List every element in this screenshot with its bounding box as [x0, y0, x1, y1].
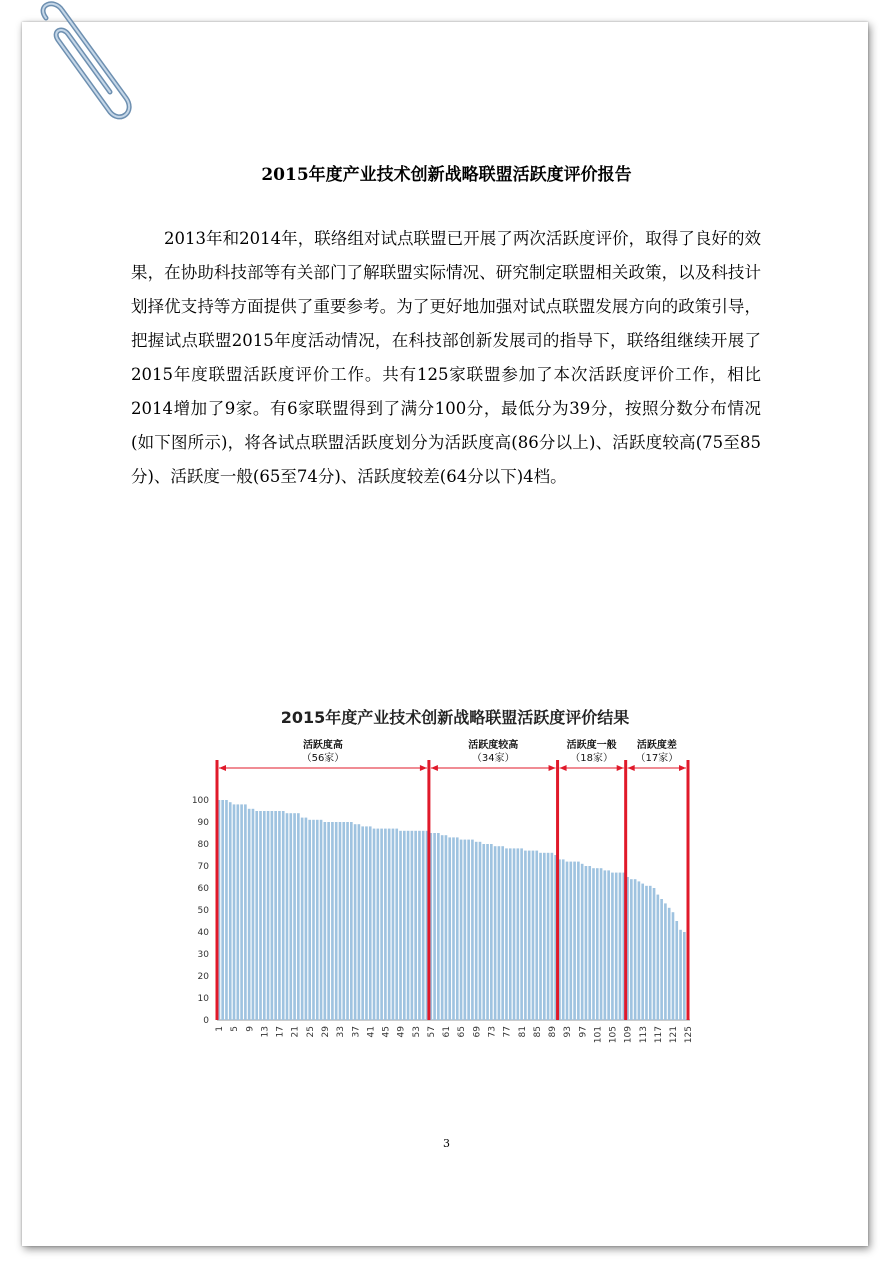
bar	[464, 840, 467, 1020]
bar	[547, 853, 550, 1020]
bar	[456, 837, 459, 1020]
bar	[577, 862, 580, 1020]
bar	[274, 811, 277, 1020]
bar	[607, 870, 610, 1020]
bar	[619, 873, 622, 1020]
bar	[259, 811, 262, 1020]
bar	[513, 848, 516, 1020]
x-tick-label: 29	[320, 1026, 331, 1038]
document-page	[22, 22, 868, 1246]
bar	[551, 853, 554, 1020]
bar	[437, 833, 440, 1020]
x-tick-label: 69	[472, 1026, 483, 1038]
bar	[611, 873, 614, 1020]
bar	[365, 826, 368, 1020]
bar	[475, 842, 478, 1020]
bar	[649, 886, 652, 1020]
y-tick-label: 80	[197, 840, 209, 850]
group-arrow-head-right	[549, 765, 556, 771]
group-arrow-head-left	[219, 765, 226, 771]
group-count: （56家）	[301, 753, 345, 764]
bar	[240, 804, 243, 1020]
bar	[244, 804, 247, 1020]
bar	[668, 908, 671, 1020]
group-arrow-head-left	[560, 765, 567, 771]
paperclip-icon	[28, 0, 138, 125]
body-paragraph-block	[131, 222, 761, 494]
bar	[312, 820, 315, 1020]
bar	[297, 813, 300, 1020]
group-arrow-head-right	[617, 765, 624, 771]
bar	[569, 862, 572, 1020]
bar	[380, 829, 383, 1020]
x-tick-label: 17	[275, 1026, 286, 1038]
bar	[282, 811, 285, 1020]
bar	[229, 802, 232, 1020]
x-tick-label: 9	[245, 1026, 256, 1032]
bar	[566, 862, 569, 1020]
bar	[339, 822, 342, 1020]
bar	[683, 932, 686, 1020]
bar	[361, 826, 364, 1020]
bar	[418, 831, 421, 1020]
bar	[679, 930, 682, 1020]
bar	[225, 800, 228, 1020]
bar	[585, 866, 588, 1020]
x-tick-label: 97	[578, 1026, 589, 1038]
document-title: 2015年度产业技术创新战略联盟活跃度评价报告	[261, 165, 632, 185]
x-tick-label: 73	[487, 1026, 498, 1038]
x-tick-label: 77	[502, 1026, 513, 1038]
x-tick-label: 65	[457, 1026, 468, 1038]
bar	[399, 831, 402, 1020]
bar	[638, 881, 641, 1020]
x-tick-label: 121	[669, 1026, 680, 1044]
bar	[369, 826, 372, 1020]
bar	[592, 868, 595, 1020]
bar	[422, 831, 425, 1020]
x-tick-label: 85	[532, 1026, 543, 1038]
bar	[600, 868, 603, 1020]
bar	[248, 809, 251, 1020]
bar	[520, 848, 523, 1020]
bar	[346, 822, 349, 1020]
x-tick-label: 57	[426, 1026, 437, 1038]
x-tick-label: 109	[623, 1026, 634, 1044]
group-label: 活跃度一般	[566, 740, 617, 751]
y-tick-label: 60	[197, 884, 209, 894]
bar	[660, 899, 663, 1020]
group-arrow-head-right	[420, 765, 427, 771]
x-tick-label: 81	[517, 1026, 528, 1038]
bar	[376, 829, 379, 1020]
x-tick-label: 53	[411, 1026, 422, 1038]
bar	[460, 840, 463, 1020]
bar	[543, 853, 546, 1020]
bar	[388, 829, 391, 1020]
bar	[236, 804, 239, 1020]
group-arrow-head-left	[628, 765, 635, 771]
bar	[486, 844, 489, 1020]
x-tick-label: 33	[336, 1026, 347, 1038]
bar	[645, 886, 648, 1020]
bar	[350, 822, 353, 1020]
bar	[407, 831, 410, 1020]
bar	[532, 851, 535, 1020]
x-tick-label: 49	[396, 1026, 407, 1038]
bar	[403, 831, 406, 1020]
bar	[634, 879, 637, 1020]
bar	[305, 818, 308, 1020]
group-label: 活跃度差	[636, 740, 677, 751]
x-tick-label: 125	[684, 1026, 695, 1044]
bar	[433, 833, 436, 1020]
y-tick-label: 30	[197, 950, 209, 960]
bar	[395, 829, 398, 1020]
bar	[641, 884, 644, 1020]
bar	[316, 820, 319, 1020]
bar	[373, 829, 376, 1020]
bar	[479, 842, 482, 1020]
x-tick-label: 21	[290, 1026, 301, 1038]
activity-score-chart	[175, 730, 715, 1060]
bar	[581, 864, 584, 1020]
x-tick-label: 117	[653, 1026, 664, 1044]
group-arrow-head-left	[431, 765, 438, 771]
x-tick-label: 41	[366, 1026, 377, 1038]
x-tick-label: 13	[260, 1026, 271, 1038]
bar	[604, 870, 607, 1020]
bar	[308, 820, 311, 1020]
bar	[354, 824, 357, 1020]
group-label: 活跃度较高	[468, 740, 519, 751]
page-number: 3	[443, 1137, 450, 1150]
bar	[335, 822, 338, 1020]
bar	[452, 837, 455, 1020]
bar	[267, 811, 270, 1020]
bar	[358, 824, 361, 1020]
bar	[342, 822, 345, 1020]
x-tick-label: 1	[215, 1026, 226, 1032]
bar	[562, 859, 565, 1020]
bar	[263, 811, 266, 1020]
x-tick-label: 89	[548, 1026, 559, 1038]
bar	[255, 811, 258, 1020]
y-tick-label: 100	[191, 796, 209, 806]
x-tick-label: 113	[638, 1026, 649, 1044]
y-tick-label: 0	[203, 1016, 209, 1026]
y-tick-label: 70	[197, 862, 209, 872]
x-tick-label: 105	[608, 1026, 619, 1044]
x-tick-label: 37	[351, 1026, 362, 1038]
y-tick-label: 50	[197, 906, 209, 916]
group-arrow-head-right	[679, 765, 686, 771]
bar	[411, 831, 414, 1020]
x-tick-label: 101	[593, 1026, 604, 1044]
bar	[630, 879, 633, 1020]
bar	[498, 846, 501, 1020]
bar	[445, 835, 448, 1020]
body-paragraph: 2013年和2014年，联络组对试点联盟已开展了两次活跃度评价，取得了良好的效果，在协助科技部等有关部门了解联盟实际情况、研究制定联盟相关政策，以及科技计划择优支持等方面提供了重要参考。为了更好地加强对试点联盟发展方向的政策引导，把握试点联盟2015年度活动情况，在科技部创新发展司的指导下，联络组继续开展了2015年度联盟活跃度评价工作。共有125家联盟参加了本次活跃度评价工作，相比2014增加了9家。有6家联盟得到了满分100分，最低分为39分，按照分数分布情况(如下图所示)，将各试点联盟活跃度划分为活跃度高(86分以上)、活跃度较高(75至85分)、活跃度一般(65至74分)、活跃度较差(64分以下)4档。	[131, 229, 761, 486]
bar	[528, 851, 531, 1020]
bar	[441, 835, 444, 1020]
bar	[233, 804, 236, 1020]
bar	[384, 829, 387, 1020]
bar	[675, 921, 678, 1020]
bar	[471, 840, 474, 1020]
bar	[505, 848, 508, 1020]
bar	[392, 829, 395, 1020]
bar	[535, 851, 538, 1020]
bar	[320, 820, 323, 1020]
bar	[278, 811, 281, 1020]
bar	[327, 822, 330, 1020]
bar	[221, 800, 224, 1020]
bar	[501, 846, 504, 1020]
bar	[524, 851, 527, 1020]
group-label: 活跃度高	[302, 740, 343, 751]
bar	[467, 840, 470, 1020]
bar	[293, 813, 296, 1020]
bar	[490, 844, 493, 1020]
bar	[301, 818, 304, 1020]
bar	[539, 853, 542, 1020]
bar	[494, 846, 497, 1020]
bar	[509, 848, 512, 1020]
bar	[482, 844, 485, 1020]
y-tick-label: 90	[197, 818, 209, 828]
y-tick-label: 40	[197, 928, 209, 938]
bar	[324, 822, 327, 1020]
x-tick-label: 61	[442, 1026, 453, 1038]
bar	[664, 903, 667, 1020]
group-count: （18家）	[570, 753, 613, 764]
bar	[448, 837, 451, 1020]
bar	[596, 868, 599, 1020]
x-tick-label: 45	[381, 1026, 392, 1038]
bar	[588, 866, 591, 1020]
bar	[252, 809, 255, 1020]
bar	[672, 912, 675, 1020]
bar	[573, 862, 576, 1020]
bar	[657, 895, 660, 1020]
group-count: （17家）	[635, 753, 679, 764]
chart-title: 2015年度产业技术创新战略联盟活跃度评价结果	[280, 708, 630, 727]
y-tick-label: 20	[197, 972, 209, 982]
bar	[414, 831, 417, 1020]
bar	[517, 848, 520, 1020]
bar	[289, 813, 292, 1020]
x-tick-label: 93	[563, 1026, 574, 1038]
group-count: （34家）	[471, 753, 515, 764]
x-tick-label: 25	[305, 1026, 316, 1038]
bar	[271, 811, 274, 1020]
bar	[331, 822, 334, 1020]
bar	[615, 873, 618, 1020]
y-tick-label: 10	[197, 994, 209, 1004]
bar	[653, 888, 656, 1020]
bar	[286, 813, 289, 1020]
x-tick-label: 5	[230, 1026, 241, 1032]
